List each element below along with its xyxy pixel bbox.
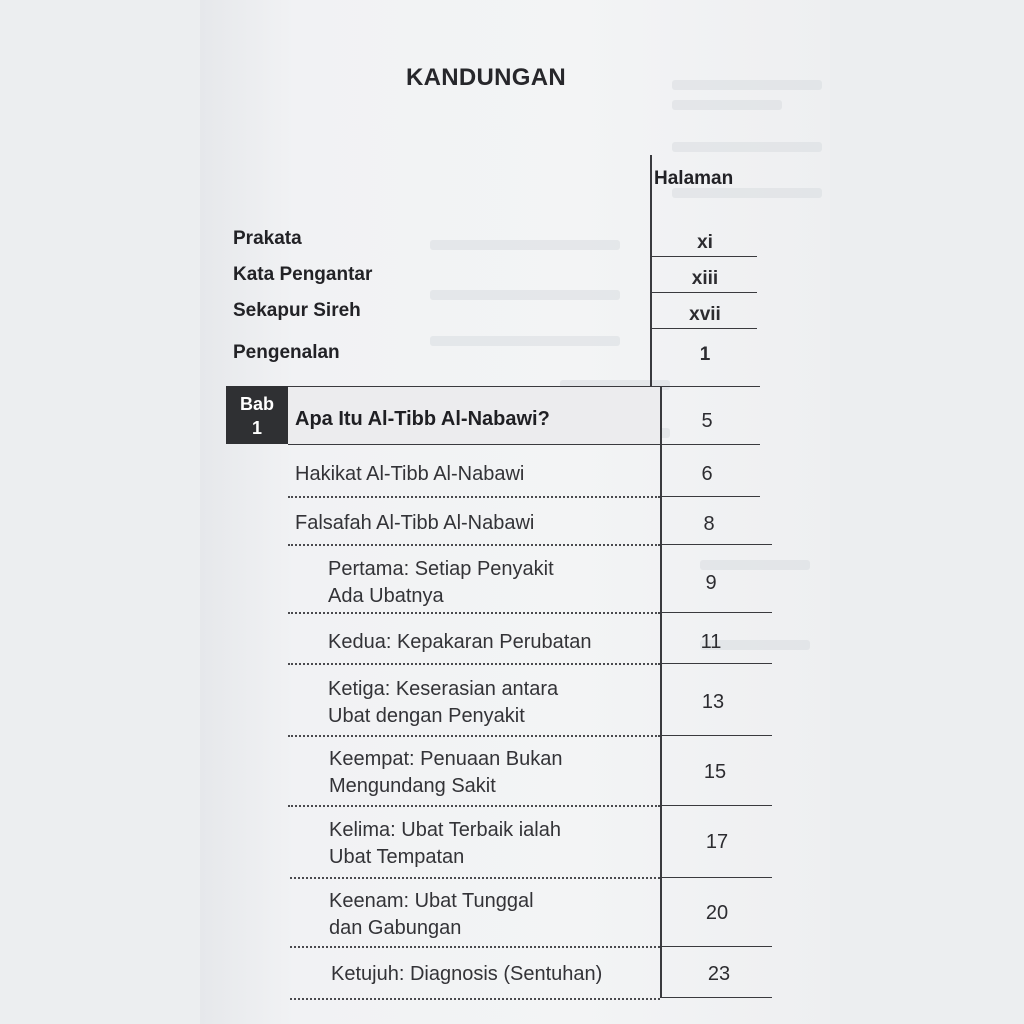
- dotted-rule: [288, 544, 660, 546]
- toc-sub-kedua: Kedua: Kepakaran Perubatan: [328, 631, 592, 653]
- rule: [660, 612, 772, 613]
- rule: [660, 496, 760, 497]
- toc-page-ketiga: 13: [701, 691, 725, 713]
- toc-label-prakata: Prakata: [233, 228, 302, 249]
- rule: [651, 292, 757, 293]
- toc-sub-line: Keempat: Penuaan Bukan: [329, 748, 563, 770]
- toc-page-pertama: 9: [705, 572, 717, 594]
- toc-sub-keempat: [329, 746, 563, 800]
- toc-page-kata-pengantar: xiii: [691, 268, 719, 289]
- toc-label-sekapur-sireh: Sekapur Sireh: [233, 300, 361, 321]
- toc-sub-ketujuh: Ketujuh: Diagnosis (Sentuhan): [331, 963, 603, 985]
- rule: [660, 386, 760, 387]
- dotted-rule: [290, 877, 660, 879]
- toc-label-kata-pengantar: Kata Pengantar: [233, 264, 373, 285]
- dotted-rule: [288, 805, 660, 807]
- rule: [660, 877, 772, 878]
- rule: [660, 946, 772, 947]
- toc-section-hakikat: Hakikat Al-Tibb Al-Nabawi: [295, 463, 525, 485]
- dotted-rule: [288, 496, 660, 498]
- chapter-badge-number: 1: [251, 418, 262, 438]
- toc-sub-line: dan Gabungan: [329, 917, 462, 939]
- rule: [660, 805, 772, 806]
- toc-sub-line: Mengundang Sakit: [329, 775, 496, 797]
- toc-sub-line: Kelima: Ubat Terbaik ialah: [329, 819, 561, 841]
- toc-sub-line: Ada Ubatnya: [328, 585, 444, 607]
- rule: [651, 256, 757, 257]
- rule: [660, 735, 772, 736]
- toc-page-keenam: 20: [705, 902, 729, 924]
- rule: [651, 328, 757, 329]
- toc-page-prakata: xi: [697, 232, 713, 253]
- chapter-title: Apa Itu Al-Tibb Al-Nabawi?: [295, 408, 550, 430]
- toc-page-sekapur-sireh: xvii: [689, 304, 721, 325]
- dotted-rule: [290, 998, 660, 1000]
- toc-sub-keenam: [329, 888, 534, 942]
- toc-sub-kelima: [329, 817, 561, 871]
- toc-page-hakikat: 6: [701, 463, 713, 485]
- rule: [660, 997, 772, 998]
- contents-title: KANDUNGAN: [406, 64, 567, 91]
- toc-page-falsafah: 8: [703, 513, 715, 535]
- page-column-header: Halaman: [654, 168, 734, 189]
- chapter-badge: [226, 386, 288, 444]
- toc-sub-line: Keenam: Ubat Tunggal: [329, 890, 534, 912]
- toc-sub-line: Ubat dengan Penyakit: [328, 705, 525, 727]
- toc-sub-ketiga: [328, 676, 558, 730]
- toc-sub-line: Pertama: Setiap Penyakit: [328, 558, 554, 580]
- toc-page-kelima: 17: [705, 831, 729, 853]
- toc-page-pengenalan: 1: [699, 344, 711, 365]
- toc-label-pengenalan: Pengenalan: [233, 342, 340, 363]
- toc-section-falsafah: Falsafah Al-Tibb Al-Nabawi: [295, 512, 535, 534]
- dotted-rule: [288, 735, 660, 737]
- toc-sub-line: Ketiga: Keserasian antara: [328, 678, 559, 700]
- toc-page-keempat: 15: [703, 761, 727, 783]
- dotted-rule: [290, 946, 660, 948]
- toc-page-kedua: 11: [700, 631, 722, 653]
- toc-sub-pertama: [328, 556, 554, 610]
- dotted-rule: [288, 663, 660, 665]
- rule: [288, 444, 760, 445]
- toc-sub-line: Ubat Tempatan: [329, 846, 465, 868]
- toc-page-ketujuh: 23: [707, 963, 731, 985]
- rule: [660, 663, 772, 664]
- dotted-rule: [288, 612, 660, 614]
- chapter-badge-label: Bab: [239, 394, 274, 414]
- rule: [660, 544, 772, 545]
- chapter-page: 5: [701, 410, 713, 432]
